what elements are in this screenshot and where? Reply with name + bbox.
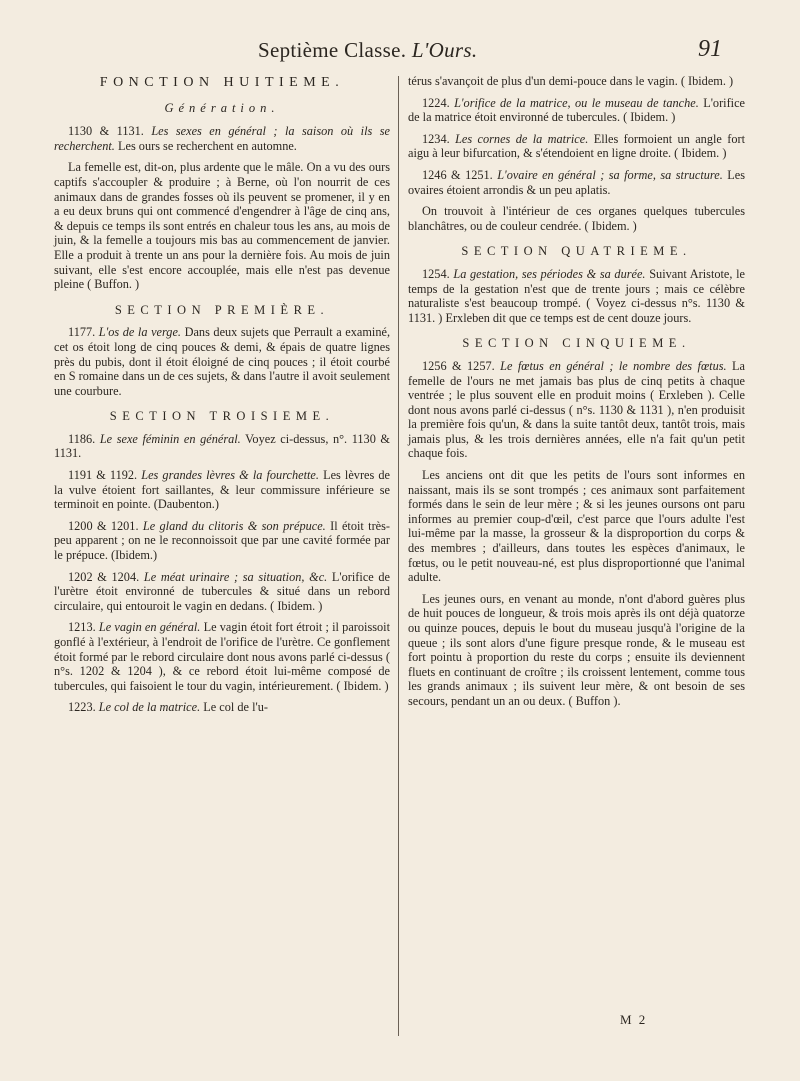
paragraph: [54, 124, 390, 153]
paragraph: [408, 168, 745, 197]
column-divider: [398, 76, 399, 1036]
section-heading: SECTION QUATRIEME.: [461, 244, 692, 259]
right-text-blocks: [408, 74, 745, 709]
running-head-italic: L'Ours.: [411, 38, 478, 62]
paragraph-number: 1186.: [68, 431, 96, 446]
paragraph-title: L'ovaire en général ; sa forme, sa structure.: [497, 167, 723, 182]
paragraph-title: Le méat urinaire ; sa situation, &c.: [143, 569, 328, 584]
chapter-subtitle: Génération.: [164, 100, 280, 115]
paragraph: [408, 468, 745, 585]
paragraph-number: 1202 & 1204.: [68, 569, 140, 584]
paragraph-title: L'orifice de la matrice, ou le museau de tanche.: [454, 95, 699, 110]
paragraph: [408, 267, 745, 325]
paragraph-text: Les jeunes ours, en venant au monde, n'ont d'abord guères plus de huit pouces de longueur, & trois mois après ils ont déjà quatorze ou quinze pouces, depuis le bout du museau jusqu'à l'origine de la queue ; ils sont alors d'une figure presque ronde, & le museau est fort pointu à proportion du reste du corps ; ensuite ils deviennent fluets en continuant de croître ; ils croissent lentement, comme tous les grands animaux ; ils suivent leur mère, & ont besoin de ses secours, pendant un an ou deux. ( Buffon ).: [408, 591, 745, 708]
paragraph-number: 1246 & 1251.: [422, 167, 493, 182]
paragraph-title: Les grandes lèvres & la fourchette.: [141, 468, 319, 483]
paragraph: [408, 204, 745, 233]
left-column: [54, 74, 390, 722]
paragraph: [408, 592, 745, 709]
paragraph-text: Elles formoient un angle fort aigu à leur bifurcation, & s'étendoient en ligne droite. ( Ibidem. ): [408, 131, 745, 161]
paragraph: [54, 468, 390, 512]
paragraph-number: 1130 & 1131.: [68, 124, 144, 139]
paragraph-title: Le fœtus en général ; le nombre des fœtus.: [500, 358, 727, 373]
paragraph-number: 1224.: [422, 95, 450, 110]
paragraph-title: Le vagin en général.: [98, 620, 201, 635]
paragraph-text: Voyez ci-dessus, n°. 1130 & 1131.: [54, 431, 390, 461]
paragraph: [54, 519, 390, 563]
paragraph-number: 1191 & 1192.: [68, 468, 138, 483]
paragraph-text: Les anciens ont dit que les petits de l'ours sont informes en naissant, mais ils se sont trompés ; ces animaux sont parfaitement formés dans le sein de leur mère ; & si les jeunes oursons ont paru informes au premier coup-d'œil, c'est parce que l'ours adulte l'est lui-même par la masse, la grosseur & la disproportion du corps & des membres ; d'ailleurs, dans toutes les espèces d'animaux, le fœtus, ou le petit nouveau-né, est plus disproportionné que l'animal adulte.: [408, 468, 745, 585]
paragraph: [408, 359, 745, 461]
paragraph-title: L'os de la verge.: [98, 325, 181, 340]
paragraph-text: Le col de l'u-: [203, 700, 268, 715]
section-heading: SECTION PREMIÈRE.: [114, 302, 330, 317]
running-head-text: Septième Classe.: [258, 38, 407, 62]
paragraph: [54, 620, 390, 693]
section-heading: SECTION TROISIEME.: [109, 409, 335, 424]
paragraph: [54, 700, 390, 715]
paragraph-text: Le vagin étoit fort étroit ; il paroissoit gonflé à l'extérieur, à l'endroit de l'orifice de l'urètre. Ce gonflement étoit formé par le rebord circulaire dont nous avons parlé ci-dessus ( n°s. 1202 & 1204 ), & ce rebord étoit lui-même composé de tubercules, qui faisoient le tour du vagin, intérieurement. ( Ibidem. ): [54, 620, 390, 693]
paragraph-text: L'orifice de l'urètre étoit environné de tubercules & situé dans un rebord circulaire, qui entouroit le vagin en dedans. ( Ibidem. ): [54, 569, 391, 613]
paragraph: [54, 432, 390, 461]
paragraph-number: 1234.: [422, 131, 450, 146]
paragraph-title: Les cornes de la matrice.: [455, 131, 589, 146]
section-heading: SECTION CINQUIEME.: [462, 336, 691, 351]
paragraph-title: Le col de la matrice.: [98, 700, 201, 715]
page-header: [0, 38, 800, 72]
paragraph-number: 1200 & 1201.: [68, 518, 139, 533]
paragraph-text: Suivant Aristote, le temps de la gestation n'est que de trente jours ; mais ce célèbre naturaliste s'est beaucoup trompé. ( Voyez ci-dessus n°s. 1130 & 1131. ) Erxleben dit que ce temps est de cent douze jours.: [408, 266, 746, 325]
paragraph-text: Les ours se recherchent en automne.: [117, 138, 297, 153]
chapter-title: FONCTION HUITIEME.: [99, 75, 345, 90]
paragraph: [54, 570, 390, 614]
left-text-blocks: [54, 124, 390, 715]
paragraph-text: On trouvoit à l'intérieur de ces organes quelques tubercules blanchâtres, ou de couleur cendrée. ( Ibidem. ): [408, 204, 745, 233]
paragraph-text: Il étoit très-peu apparent ; on ne le reconnoissoit que par une cavité formée par le prépuce. (Ibidem.): [54, 518, 391, 563]
paragraph-number: 1177.: [68, 325, 96, 340]
running-head: [258, 38, 477, 63]
paragraph-title: Les sexes en général ; la saison où ils se recherchent.: [54, 124, 390, 153]
paragraph: [408, 132, 745, 161]
paragraph: [408, 74, 745, 89]
paragraph-title: La gestation, ses périodes & sa durée.: [453, 266, 646, 281]
paragraph: [408, 96, 745, 125]
paragraph-number: 1256 & 1257.: [422, 358, 495, 373]
paragraph-text: Les lèvres de la vulve étoient fort saillantes, & leur commissure inférieure se terminoit en pointe. (Daubenton.): [54, 468, 391, 512]
paragraph: [54, 325, 390, 398]
paragraph-title: Le sexe féminin en général.: [99, 431, 241, 446]
signature-mark: M 2: [620, 1012, 648, 1027]
right-column: [408, 74, 745, 716]
paragraph-text: La femelle est, dit-on, plus ardente que le mâle. On a vu des ours captifs s'accoupler & produire ; à Berne, où l'on nourrit de ces animaux dans de grandes fosses où ils peuvent se promener, il y en a eu deux bruns qui ont commencé d'engendrer à l'âge de cinq ans, & depuis ce temps ils sont entrés en chaleur tous les ans, au mois de juin, & la femelle a toujours mis bas au commencement de janvier. Elle a produit à trente un ans pour la dernière fois. Au mois de juin suivant, elle s'est encore accouplée, mais elle n'est pas devenue pleine ( Buffon. ): [54, 160, 390, 292]
paragraph-text: térus s'avançoit de plus d'un demi-pouce dans le vagin. ( Ibidem. ): [408, 74, 734, 88]
paragraph-text: Les ovaires étoient arrondis & un peu aplatis.: [408, 167, 745, 197]
paragraph-number: 1223.: [68, 700, 96, 715]
paragraph-text: L'orifice de la matrice étoit environné de tubercules. ( Ibidem. ): [408, 95, 746, 125]
paragraph-title: Le gland du clitoris & son prépuce.: [142, 518, 326, 533]
paragraph-number: 1213.: [68, 620, 96, 635]
paragraph-text: Dans deux sujets que Perrault a examiné, cet os étoit long de cinq pouces & demi, & épais de quatre lignes près du pubis, dont il étoit éloigné de cinq pouces ; il étoit courbé en S romaine dans un de ces sujets, & dans l'autre il avoit seulement une courbure.: [54, 325, 391, 398]
page-number: 91: [698, 36, 722, 62]
paragraph-number: 1254.: [422, 266, 450, 281]
paragraph-text: La femelle de l'ours ne met jamais bas plus de cinq petits à chaque ventrée ; le plus souvent elle en produit moins ( Erxleben ). Celle dont nous avons parlé ci-dessus ( n°s. 1130 & 1131 ), n'en produisit la première fois qu'un, & dans la suite tantôt deux, tantôt trois, mais jamais plus, & les trois dernières années, elle n'a fait qu'un petit chaque fois.: [408, 358, 745, 461]
paragraph: [54, 160, 390, 291]
